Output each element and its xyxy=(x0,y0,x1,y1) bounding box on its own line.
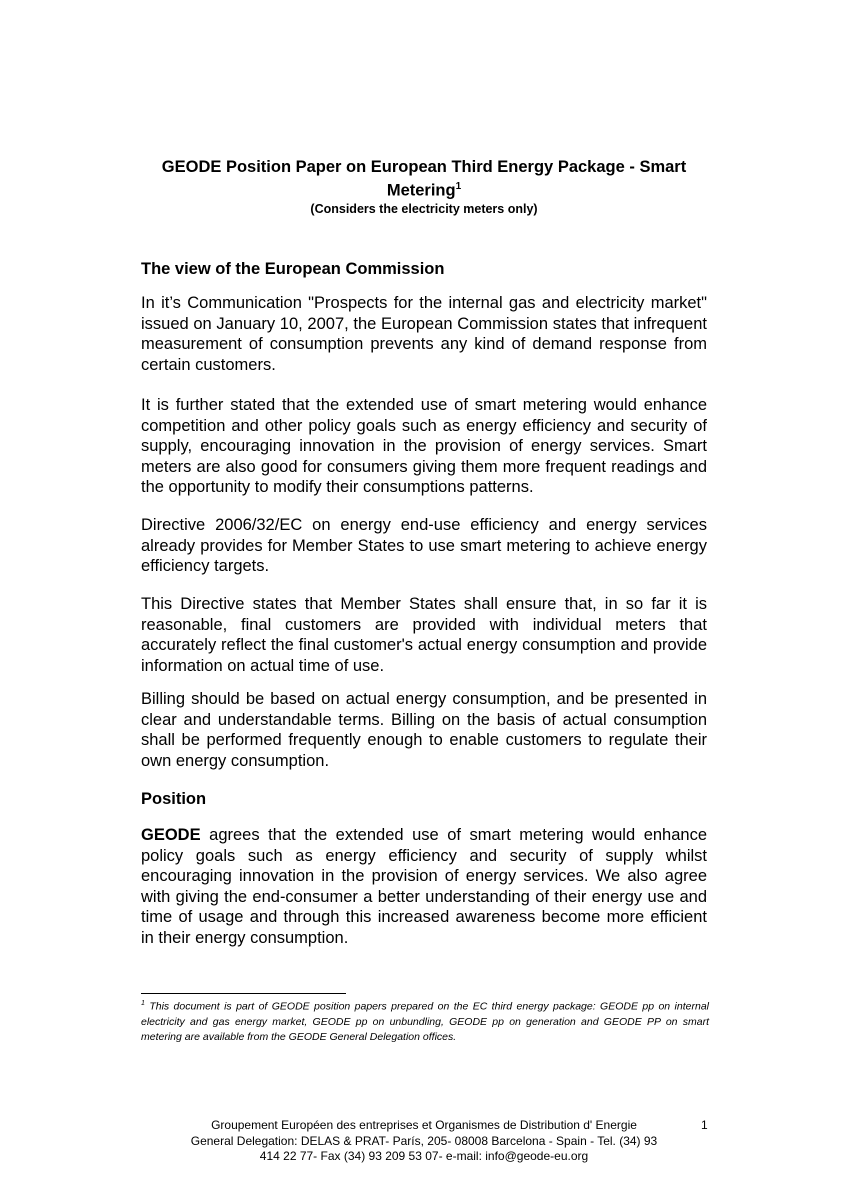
section-heading-position: Position xyxy=(141,790,207,808)
footer-line-2: General Delegation: DELAS & PRAT- París, 205- 08008 Barcelona - Spain - Tel. (34) 93 xyxy=(190,1133,658,1148)
footnote-text: This document is part of GEODE position papers prepared on the EC third energy package: GEODE pp on internal electricity and gas energy market, GEODE pp on unbundling, GEODE pp on generation and GEODE PP on smart metering are available from the GEODE General Delegation offices. xyxy=(141,1000,709,1043)
document-subtitle: (Considers the electricity meters only) xyxy=(310,202,538,216)
paragraph-5: Billing should be based on actual energy consumption, and be presented in clear and understandable terms. Billing on the basis of actual consumption shall be performed frequently enough to enable customers to regulate their own energy consumption. xyxy=(141,690,707,770)
title-footnote-mark: 1 xyxy=(455,181,462,192)
paragraph-1: In it’s Communication "Prospects for the internal gas and electricity market" issued on January 10, 2007, the European Commission states that infrequent measurement of consumption prevents any kind of demand response from certain customers. xyxy=(141,294,707,374)
position-text: agrees that the extended use of smart metering would enhance policy goals such as energy efficiency and security of supply whilst encouraging innovation in the provision of energy services. We also agree with giving the end-consumer a better understanding of their energy use and time of usage and through this increased awareness become more efficient in their energy consumption. xyxy=(141,826,707,947)
page-number: 1 xyxy=(701,1118,708,1132)
document-title xyxy=(140,157,708,201)
geode-lead: GEODE xyxy=(141,826,201,844)
footnote xyxy=(141,996,709,1045)
paragraph-4: This Directive states that Member States shall ensure that, in so far it is reasonable, final customers are provided with individual meters that accurately reflect the final customer's actual energy consumption and provide information on actual time of use. xyxy=(141,595,707,675)
footnote-divider xyxy=(141,993,346,994)
page-footer xyxy=(137,1118,711,1165)
footnote-mark: 1 xyxy=(141,1000,145,1007)
title-text: GEODE Position Paper on European Third Energy Package - Smart Metering xyxy=(161,158,687,200)
footer-line-1: Groupement Européen des entreprises et Organismes de Distribution d' Energie xyxy=(211,1118,637,1132)
section-heading-commission-view: The view of the European Commission xyxy=(141,260,445,278)
position-paragraph xyxy=(141,825,707,948)
footer-line-3: 414 22 77- Fax (34) 93 209 53 07- e-mail: info@geode-eu.org xyxy=(259,1149,589,1163)
paragraph-2: It is further stated that the extended use of smart metering would enhance competition and other policy goals such as energy efficiency and security of supply, encouraging innovation in the provision of energy services. Smart meters are also good for consumers giving them more frequent readings and the opportunity to modify their consumptions patterns. xyxy=(141,396,707,496)
paragraph-3: Directive 2006/32/EC on energy end-use efficiency and energy services already provides for Member States to use smart metering to achieve energy efficiency targets. xyxy=(141,516,707,575)
